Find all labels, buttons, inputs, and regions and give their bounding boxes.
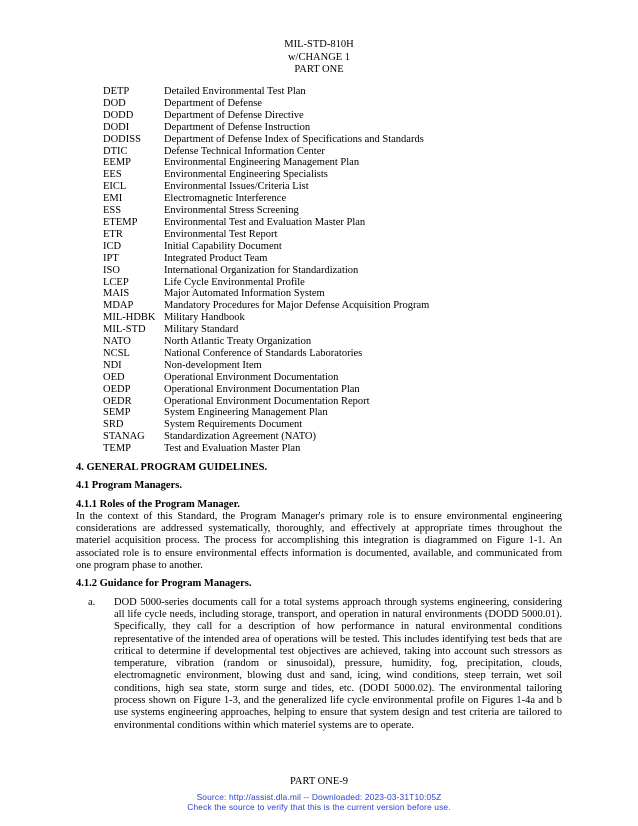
acronym-abbreviation: DTIC	[103, 145, 128, 157]
acronym-row	[103, 241, 429, 253]
list-marker: a.	[88, 596, 96, 608]
acronym-abbreviation: DODISS	[103, 133, 141, 145]
acronym-abbreviation: OEDR	[103, 395, 132, 407]
acronym-abbreviation: EES	[103, 169, 122, 181]
page-number: PART ONE-9	[289, 776, 348, 787]
acronym-abbreviation: EICL	[103, 181, 127, 193]
acronym-definition: Operational Environment Documentation Plan	[164, 383, 360, 395]
acronym-definition: Defense Technical Information Center	[164, 145, 325, 157]
acronym-definition: Major Automated Information System	[164, 288, 325, 300]
acronym-abbreviation: EEMP	[103, 157, 132, 169]
section-4-1-2-heading: 4.1.2 Guidance for Program Managers.	[76, 578, 252, 590]
acronym-row	[103, 431, 429, 443]
acronym-row	[103, 157, 429, 169]
acronym-definition: Standardization Agreement (NATO)	[164, 431, 317, 443]
acronym-abbreviation: DODI	[103, 121, 130, 133]
acronym-row	[103, 288, 429, 300]
acronym-abbreviation: ETEMP	[103, 216, 138, 228]
acronym-row	[103, 443, 429, 455]
acronym-abbreviation: NDI	[103, 359, 122, 371]
acronym-row	[103, 110, 429, 122]
acronym-definition: Environmental Stress Screening	[164, 205, 299, 217]
acronym-abbreviation: MIL-HDBK	[103, 312, 156, 324]
acronym-abbreviation: TEMP	[103, 443, 132, 455]
acronym-definition: North Atlantic Treaty Organization	[164, 336, 312, 348]
acronym-definition: Environmental Test and Evaluation Master Plan	[164, 216, 366, 228]
acronym-abbreviation: DODD	[103, 109, 134, 121]
verify-line: Check the source to verify that this is the current version before use.	[187, 802, 451, 812]
section-4-1-heading: 4.1 Program Managers.	[76, 480, 182, 492]
acronym-definition: Integrated Product Team	[164, 252, 268, 264]
acronym-definition: Detailed Environmental Test Plan	[164, 86, 306, 97]
acronym-abbreviation: DOD	[103, 97, 126, 109]
source-notice	[0, 792, 638, 812]
acronym-definition: Environmental Issues/Criteria List	[164, 181, 309, 193]
acronym-definition: System Engineering Management Plan	[164, 407, 328, 419]
acronym-abbreviation: OEDP	[103, 383, 131, 395]
acronym-abbreviation: NATO	[103, 336, 131, 348]
acronym-definition: Military Standard	[164, 324, 239, 336]
acronym-row	[103, 229, 429, 241]
acronym-abbreviation: ICD	[103, 240, 122, 252]
acronym-definition: National Conference of Standards Laboratories	[164, 347, 363, 359]
acronym-definition: Department of Defense	[164, 97, 262, 109]
acronym-abbreviation: ESS	[103, 205, 122, 217]
acronym-abbreviation: MAIS	[103, 288, 130, 300]
acronym-row	[103, 324, 429, 336]
section-4-1-1-paragraph: In the context of this Standard, the Program Manager's primary role is to ensure environmental engineering considerations are addressed systematically, thoroughly, and effectively at appropriate times throughout the materiel acquisition process. The process for accomplishing this integration is diagrammed on Figure 1-1. An associated role is to ensure environmental effects information is documented, available, and communicated from one program phase to another.	[76, 510, 562, 572]
acronym-abbreviation: SRD	[103, 419, 124, 431]
acronym-row	[103, 419, 429, 431]
list-item-text: DOD 5000-series documents call for a total systems approach through systems engineering, considering all life cycle needs, including storage, transport, and operation in natural environments (DODD 5000.01). Specifically, they call for a description of how performance in natural environmental conditions representative of the intended area of operations will be tested. This includes identifying test beds that are critical to determine if developmental test objectives are achieved, taking into account such stressors as temperature, vibration (random or sinusoidal), pressure, humidity, fog, precipitation, clouds, electromagnetic environment, blowing dust and sand, icing, wind conditions, steep terrain, wet soil conditions, high sea state, storm surge and tides, etc. (DODI 5000.02). The environmental tailoring process shown on Figure 1-3, and the generalized life cycle environmental profile on Figures 1-4a and b use systems engineering approaches, helping to ensure that system design and test criteria are tailored to environmental conditions within which materiel systems are to operate.	[114, 596, 562, 731]
section-4-1-1-heading: 4.1.1 Roles of the Program Manager.	[76, 498, 240, 510]
acronym-row	[103, 336, 429, 348]
acronym-row	[103, 193, 429, 205]
acronym-row	[103, 396, 429, 408]
acronym-row	[103, 205, 429, 217]
acronym-definition: Environmental Engineering Specialists	[164, 169, 328, 181]
acronym-abbreviation: MDAP	[103, 300, 134, 312]
acronym-row	[103, 384, 429, 396]
acronym-row	[103, 253, 429, 265]
acronym-definition: Operational Environment Documentation Report	[164, 395, 370, 407]
acronym-abbreviation: LCEP	[103, 276, 129, 288]
section-4-heading: 4. GENERAL PROGRAM GUIDELINES.	[76, 462, 268, 473]
acronym-row	[103, 217, 429, 229]
header-standard-number: MIL-STD-810H	[284, 39, 354, 50]
acronym-definition: Operational Environment Documentation	[164, 371, 339, 383]
acronym-list	[103, 86, 429, 455]
acronym-row	[103, 277, 429, 289]
header-change: w/CHANGE 1	[287, 51, 351, 63]
acronym-abbreviation: IPT	[103, 252, 119, 264]
acronym-abbreviation: EMI	[103, 193, 123, 205]
acronym-abbreviation: DETP	[103, 86, 130, 97]
page-header	[0, 39, 638, 77]
acronym-definition: Non-development Item	[164, 359, 262, 371]
acronym-definition: Department of Defense Instruction	[164, 121, 311, 133]
acronym-definition: Department of Defense Directive	[164, 109, 304, 121]
acronym-definition: Department of Defense Index of Specifications and Standards	[164, 133, 424, 145]
acronym-abbreviation: SEMP	[103, 407, 131, 419]
acronym-definition: Life Cycle Environmental Profile	[164, 276, 305, 288]
acronym-abbreviation: ETR	[103, 228, 123, 240]
acronym-row	[103, 265, 429, 277]
header-part: PART ONE	[294, 64, 344, 75]
source-line: Source: http://assist.dla.mil -- Downloaded: 2023-03-31T10:05Z	[196, 792, 442, 802]
acronym-row	[103, 134, 429, 146]
acronym-row	[103, 86, 429, 98]
acronym-row	[103, 181, 429, 193]
acronym-definition: International Organization for Standardization	[164, 264, 359, 276]
acronym-row	[103, 312, 429, 324]
acronym-row	[103, 407, 429, 419]
acronym-definition: Mandatory Procedures for Major Defense Acquisition Program	[164, 300, 430, 312]
acronym-row	[103, 300, 429, 312]
acronym-definition: Environmental Engineering Management Plan	[164, 157, 360, 169]
acronym-row	[103, 372, 429, 384]
acronym-row	[103, 122, 429, 134]
acronym-abbreviation: ISO	[103, 264, 120, 276]
list-item-a	[88, 597, 562, 732]
acronym-definition: System Requirements Document	[164, 419, 303, 431]
acronym-row	[103, 98, 429, 110]
acronym-abbreviation: NCSL	[103, 347, 130, 359]
acronym-definition: Test and Evaluation Master Plan	[164, 443, 301, 455]
section-4	[76, 462, 562, 732]
acronym-definition: Electromagnetic Interference	[164, 193, 287, 205]
acronym-definition: Military Handbook	[164, 312, 245, 324]
acronym-row	[103, 360, 429, 372]
acronym-row	[103, 348, 429, 360]
acronym-abbreviation: STANAG	[103, 431, 145, 443]
acronym-row	[103, 146, 429, 158]
acronym-definition: Initial Capability Document	[164, 240, 282, 252]
acronym-abbreviation: MIL-STD	[103, 324, 146, 336]
acronym-abbreviation: OED	[103, 371, 125, 383]
acronym-row	[103, 169, 429, 181]
acronym-definition: Environmental Test Report	[164, 228, 278, 240]
